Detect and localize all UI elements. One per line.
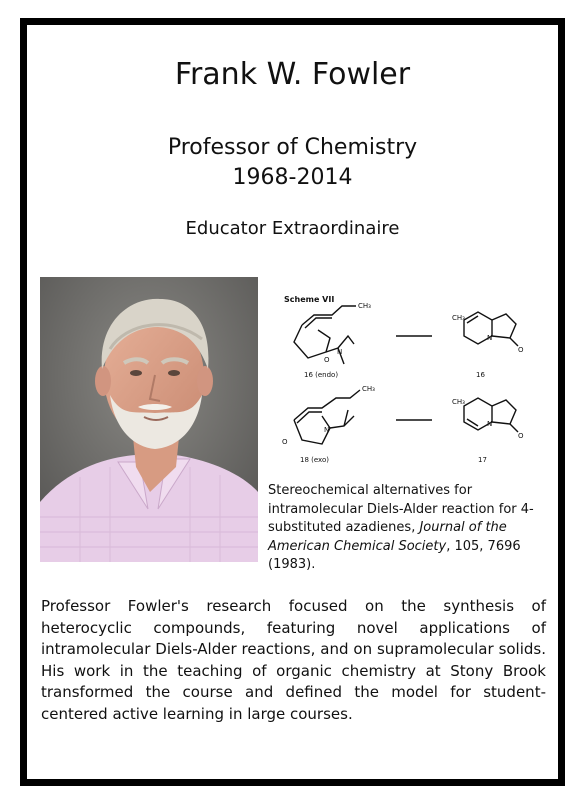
scheme-label-2: 16 bbox=[476, 371, 485, 379]
job-title: Professor of Chemistry bbox=[167, 135, 418, 160]
reaction-scheme-figure bbox=[264, 280, 554, 485]
journal-name: Journal of the American Chemical Society bbox=[268, 520, 507, 554]
svg-text:O: O bbox=[518, 346, 524, 354]
portrait-photo bbox=[40, 277, 258, 562]
svg-text:O: O bbox=[518, 432, 524, 440]
tagline: Educator Extraordinaire bbox=[185, 218, 400, 239]
tenure-years: 1968-2014 bbox=[232, 165, 353, 190]
citation-details: , 105, 7696 (1983). bbox=[268, 538, 521, 572]
profile-card bbox=[27, 25, 558, 779]
svg-text:O: O bbox=[324, 356, 330, 364]
svg-text:O: O bbox=[282, 438, 288, 446]
figure-caption bbox=[268, 482, 558, 575]
scheme-label-4: 17 bbox=[478, 456, 487, 464]
svg-text:N: N bbox=[337, 348, 343, 356]
caption-text: Stereochemical alternatives for intramolecular Diels-Alder reaction for 4-substituted azadienes, bbox=[268, 483, 534, 535]
scheme-label-1: 16 (endo) bbox=[304, 371, 339, 379]
svg-text:CH₃: CH₃ bbox=[358, 302, 371, 310]
svg-text:CH₃: CH₃ bbox=[452, 314, 465, 322]
svg-text:CH₃: CH₃ bbox=[362, 385, 375, 393]
scheme-header: Scheme VII bbox=[284, 295, 335, 304]
research-summary: Professor Fowler's research focused on the synthesis of heterocyclic compounds, featuring novel applications of intramolecular Diels-Alder reactions, and on supramolecular solids. His work in the teaching of organic chemistry at Stony Brook transformed the course and defined the model for student-centered active learning in large courses. bbox=[41, 597, 546, 723]
role-block bbox=[27, 133, 558, 193]
person-name: Frank W. Fowler bbox=[174, 57, 411, 92]
svg-text:CH₃: CH₃ bbox=[452, 398, 465, 406]
scheme-label-3: 18 (exo) bbox=[300, 456, 329, 464]
svg-text:N: N bbox=[324, 426, 330, 434]
svg-text:N: N bbox=[487, 420, 493, 428]
svg-text:N: N bbox=[487, 334, 493, 342]
